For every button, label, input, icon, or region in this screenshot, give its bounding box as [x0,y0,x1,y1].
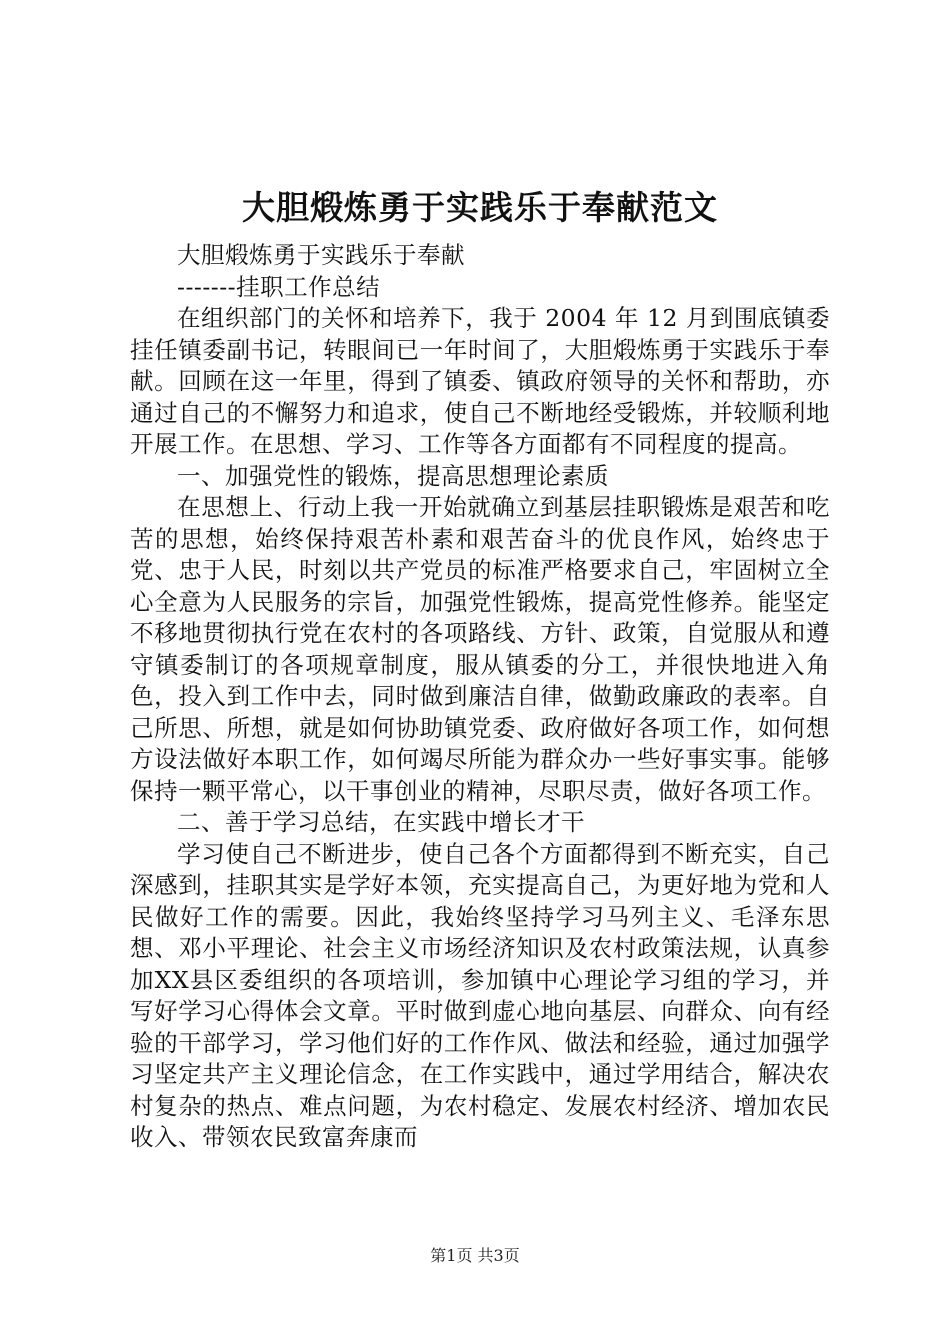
document-title: 大胆煅炼勇于实践乐于奉献范文 [242,188,718,227]
subtitle-suffix: -------挂职工作总结 [177,272,381,301]
paragraph-intro: 在组织部门的关怀和培养下，我于 2004 年 12 月到围底镇委挂任镇委副书记，转眼间已一年时间了，大胆煅炼勇于实践乐于奉献。回顾在这一年里，得到了镇委、镇政府领导的关怀和帮助，亦通过自己的不懈努力和追求，使自己不断地经受锻炼，并较顺利地开展工作。在思想、学习、工作等各方面都有不同程度的提高。 [130,304,830,458]
section-heading-2: 二、善于学习总结，在实践中增长才干 [177,808,585,836]
subtitle: 大胆煅炼勇于实践乐于奉献 [177,241,465,269]
document-body [130,240,830,1154]
page-footer: 第1页 共3页 [430,1246,520,1265]
paragraph-section-2: 学习使自己不断进步，使自己各个方面都得到不断充实，自己深感到，挂职其实是学好本领，充实提高自己，为更好地为党和人民做好工作的需要。因此，我始终坚持学习马列主义、毛泽东思想、邓小平理论、社会主义市场经济知识及农村政策法规，认真参加XX县区委组织的各项培训，参加镇中心理论学习组的学习，并写好学习心得体会文章。平时做到虚心地向基层、向群众、向有经验的干部学习，学习他们好的工作作风、做法和经验，通过加强学习坚定共产主义理论信念，在工作实践中，通过学用结合，解决农村复杂的热点、难点问题，为农村稳定、发展农村经济、增加农民收入、带领农民致富奔康而 [130,839,830,1151]
paragraph-section-1: 在思想上、行动上我一开始就确立到基层挂职锻炼是艰苦和吃苦的思想，始终保持艰苦朴素和艰苦奋斗的优良作风，始终忠于党、忠于人民，时刻以共产党员的标准严格要求自己，牢固树立全心全意为人民服务的宗旨，加强党性锻炼，提高党性修养。能坚定不移地贯彻执行党在农村的各项路线、方针、政策，自觉服从和遵守镇委制订的各项规章制度，服从镇委的分工，并很快地进入角色，投入到工作中去，同时做到廉洁自律，做勤政廉政的表率。自己所思、所想，就是如何协助镇党委、政府做好各项工作，如何想方设法做好本职工作，如何竭尽所能为群众办一些好事实事。能够保持一颗平常心，以干事创业的精神，尽职尽责，做好各项工作。 [130,493,830,805]
section-heading-1: 一、加强党性的锻炼，提高思想理论素质 [177,461,609,490]
